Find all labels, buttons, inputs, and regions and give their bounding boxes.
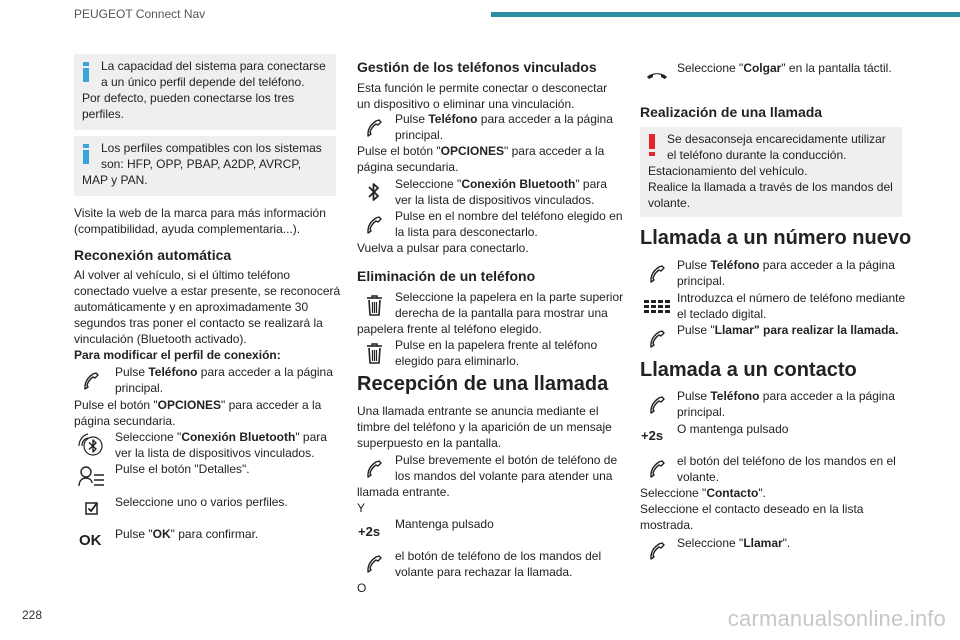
step-telefono: Pulse Teléfono para acceder a la página principal. <box>677 258 895 288</box>
heading-gestion: Gestión de los teléfonos vinculados <box>357 59 597 75</box>
phone-icon <box>640 258 674 288</box>
phone-icon <box>357 548 391 578</box>
step-telefono: Pulse Teléfono para acceder a la página principal. <box>395 112 613 142</box>
watermark: carmanualsonline.info <box>727 606 946 631</box>
warning-icon <box>649 134 655 160</box>
bluetooth-signal-icon <box>74 430 108 460</box>
step-teclado: Introduzca el número de teléfono mediante el teclado digital. <box>677 291 906 321</box>
phone-icon <box>640 323 674 353</box>
ok-icon: OK <box>79 532 102 549</box>
phone-icon <box>640 535 674 565</box>
step-conexion-bluetooth: Seleccione "Conexión Bluetooth" para ver la lista de dispositivos vinculados. <box>115 430 327 460</box>
step-telefono: Pulse Teléfono para acceder a la página principal. <box>677 389 895 419</box>
info-icon <box>83 62 89 86</box>
step-mantenga: O mantenga pulsado <box>677 422 789 436</box>
hold-2s-icon: +2s <box>358 524 381 539</box>
heading-recepcion: Recepción de una llamada <box>357 373 609 395</box>
info-note-compatible-profiles: Los perfiles compatibles con los sistemas son: HFP, OPP, PBAP, A2DP, AVRCP, MAP y PAN. <box>74 136 336 196</box>
phone-icon <box>640 389 674 419</box>
heading-numero-nuevo: Llamada a un número nuevo <box>640 227 912 249</box>
phone-icon <box>640 453 674 483</box>
visit-paragraph: Visite la web de la marca para más información (compatibilidad, ayuda complementaria...). <box>74 206 326 236</box>
heading-realizacion: Realización de una llamada <box>640 104 823 120</box>
hang-up-icon <box>640 60 674 90</box>
running-header: PEUGEOT Connect Nav <box>74 7 206 21</box>
step-atender-cont: llamada entrante. Y <box>357 485 450 515</box>
contacto-steps: Seleccione "Contacto". Seleccione el contacto deseado en la lista mostrada. <box>640 486 864 532</box>
step-atender: Pulse brevemente el botón de teléfono de los mandos del volante para atender una <box>395 453 618 483</box>
step-rechazar: el botón de teléfono de los mandos del volante para rechazar la llamada. <box>395 549 602 579</box>
step-llamar: Pulse "Llamar" para realizar la llamada. <box>677 323 899 337</box>
trash-icon <box>357 290 391 320</box>
keypad-icon <box>640 291 674 321</box>
phone-icon <box>74 365 108 395</box>
step-papelera-cont: papelera frente al teléfono elegido. <box>357 322 542 336</box>
reconexion-paragraph: Al volver al vehículo, si el último teléfono conectado vuelve a estar presente, se reconocerá automáticamente y en aproximadamente 30 segundos tras poner el contacto se realizará la vinculación (Bluetooth activado). Para modificar el perfil de conexión: <box>74 268 341 362</box>
checkbox-icon <box>74 494 108 524</box>
phone-icon <box>357 112 391 142</box>
step-telefono: Pulse Teléfono para acceder a la página principal. <box>115 365 333 395</box>
details-icon <box>74 461 108 491</box>
phone-icon <box>357 453 391 483</box>
step-papelera: Seleccione la papelera en la parte superior derecha de la pantalla para mostrar una <box>395 290 624 320</box>
trash-icon <box>357 338 391 368</box>
or-text: O <box>357 581 367 595</box>
bluetooth-icon <box>357 177 391 207</box>
step-eliminar: Pulse en la papelera frente al teléfono elegido para eliminarlo. <box>395 338 598 368</box>
info-note-profiles: La capacidad del sistema para conectarse a un único perfil depende del teléfono. Por defecto, pueden conectarse los tres perfiles. <box>74 54 336 130</box>
step-opciones: Pulse el botón "OPCIONES" para acceder a la página secundaria. <box>74 398 322 428</box>
warning-note: Se desaconseja encarecidamente utilizar el teléfono durante la conducción. Estacionamiento del vehículo. Realice la llamada a través de los mandos del volante. <box>640 127 902 217</box>
step-conexion-bluetooth: Seleccione "Conexión Bluetooth" para ver la lista de dispositivos vinculados. <box>395 177 607 207</box>
page-number: 228 <box>22 608 43 622</box>
step-mantenga: Mantenga pulsado <box>395 517 494 531</box>
step-perfiles: Seleccione uno o varios perfiles. <box>115 495 288 509</box>
gestion-paragraph: Esta función le permite conectar o desconectar un dispositivo o eliminar una vinculación. <box>357 81 608 111</box>
recepcion-paragraph: Una llamada entrante se anuncia mediante el timbre del teléfono y la aparición de un mensaje superpuesto en la pantalla. <box>357 404 612 450</box>
step-colgar: Seleccione "Colgar" en la pantalla táctil. <box>677 61 892 75</box>
step-boton-volante: el botón del teléfono de los mandos en el volante. <box>677 454 896 484</box>
step-opciones: Pulse el botón "OPCIONES" para acceder a la página secundaria. <box>357 144 605 174</box>
step-detalles: Pulse el botón "Detalles". <box>115 462 250 476</box>
hold-2s-icon: +2s <box>641 428 664 443</box>
again-text: Vuelva a pulsar para conectarlo. <box>357 241 529 255</box>
heading-contacto: Llamada a un contacto <box>640 359 857 381</box>
step-llamar-contacto: Seleccione "Llamar". <box>677 536 791 550</box>
header-accent-bar <box>491 12 960 17</box>
phone-icon <box>357 209 391 239</box>
step-ok: Pulse "OK" para confirmar. <box>115 527 259 541</box>
heading-eliminacion: Eliminación de un teléfono <box>357 268 536 284</box>
info-icon <box>83 144 89 168</box>
heading-reconexion: Reconexión automática <box>74 247 232 263</box>
step-disconnect: Pulse en el nombre del teléfono elegido en la lista para desconectarlo. <box>395 209 623 239</box>
